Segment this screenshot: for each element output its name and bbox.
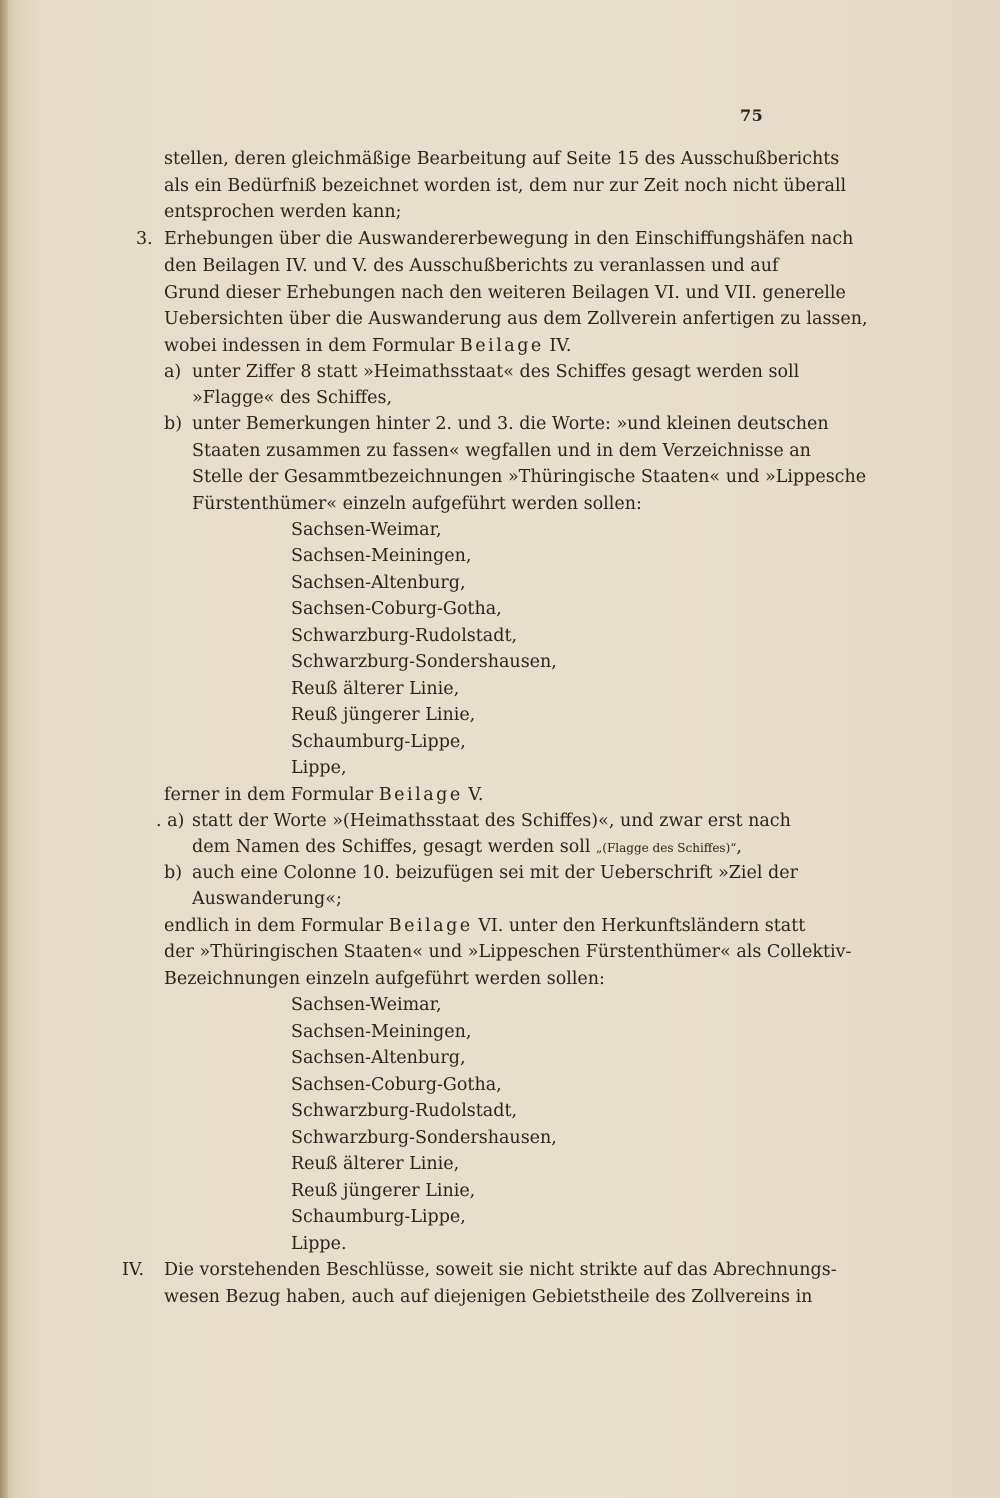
state-list-item: Sachsen-Altenburg, [291, 573, 466, 593]
item-number: 3. [136, 229, 153, 249]
sub-item-marker: a) [164, 362, 182, 382]
state-list-item: Schwarzburg-Rudolstadt, [291, 626, 518, 646]
sub-item-marker: b) [164, 863, 183, 883]
state-list-item: Sachsen-Meiningen, [291, 1022, 472, 1042]
state-list-item: Schwarzburg-Sondershausen, [291, 652, 557, 672]
state-list-item: Schaumburg-Lippe, [291, 732, 466, 752]
text-line: dem Namen des Schiffes, gesagt werden soll „(Flagge des Schiffes)“, [192, 837, 742, 857]
text-line: entsprochen werden kann; [164, 202, 402, 222]
state-list-item: Sachsen-Coburg-Gotha, [291, 599, 502, 619]
page-number: 75 [740, 106, 764, 125]
text-line: auch eine Colonne 10. beizufügen sei mit der Ueberschrift »Ziel der [192, 863, 798, 883]
text-line: als ein Bedürfniß bezeichnet worden ist, dem nur zur Zeit noch nicht überall [164, 176, 847, 196]
page-edge [0, 0, 8, 1498]
text-line: Die vorstehenden Beschlüsse, soweit sie nicht strikte auf das Abrechnungs- [164, 1260, 837, 1280]
state-list-item: Sachsen-Weimar, [291, 995, 442, 1015]
text-line: Auswanderung«; [192, 889, 342, 909]
state-list-item: Schwarzburg-Sondershausen, [291, 1128, 557, 1148]
state-list-item: Reuß älterer Linie, [291, 679, 460, 699]
text-line: Uebersichten über die Auswanderung aus dem Zollverein anfertigen zu lassen, [164, 309, 868, 329]
text-line: Stelle der Gesammtbezeichnungen »Thüringische Staaten« und »Lippesche [192, 467, 867, 487]
state-list-item: Lippe, [291, 758, 347, 778]
text-line: Erhebungen über die Auswandererbewegung in den Einschiffungshäfen nach [164, 229, 854, 249]
text-line: wobei indessen in dem Formular Beilage IV. [164, 336, 572, 356]
state-list-item: Reuß jüngerer Linie, [291, 1181, 476, 1201]
text-line: statt der Worte »(Heimathsstaat des Schiffes)«, und zwar erst nach [192, 811, 791, 831]
text-line: Bezeichnungen einzeln aufgeführt werden sollen: [164, 969, 605, 989]
text-line: den Beilagen IV. und V. des Ausschußberichts zu veranlassen und auf [164, 256, 779, 276]
state-list-item: Sachsen-Coburg-Gotha, [291, 1075, 502, 1095]
state-list-item: Sachsen-Weimar, [291, 520, 442, 540]
text-line: unter Ziffer 8 statt »Heimathsstaat« des Schiffes gesagt werden soll [192, 362, 800, 382]
state-list-item: Reuß älterer Linie, [291, 1154, 460, 1174]
text-line: der »Thüringischen Staaten« und »Lippeschen Fürstenthümer« als Collektiv- [164, 942, 852, 962]
state-list-item: Sachsen-Meiningen, [291, 546, 472, 566]
text-line: ferner in dem Formular Beilage V. [164, 785, 484, 805]
text-line: Grund dieser Erhebungen nach den weiteren Beilagen VI. und VII. generelle [164, 283, 846, 303]
state-list-item: Schaumburg-Lippe, [291, 1207, 466, 1227]
text-line: unter Bemerkungen hinter 2. und 3. die Worte: »und kleinen deutschen [192, 414, 829, 434]
state-list-item: Lippe. [291, 1234, 347, 1254]
text-line: endlich in dem Formular Beilage VI. unter den Herkunftsländern statt [164, 916, 806, 936]
state-list-item: Reuß jüngerer Linie, [291, 705, 476, 725]
section-number: IV. [122, 1260, 145, 1280]
text-line: wesen Bezug haben, auch auf diejenigen Gebietstheile des Zollvereins in [164, 1287, 813, 1307]
text-line: stellen, deren gleichmäßige Bearbeitung auf Seite 15 des Ausschußberichts [164, 149, 840, 169]
sub-item-marker: . a) [156, 811, 185, 831]
text-line: Fürstenthümer« einzeln aufgeführt werden sollen: [192, 494, 642, 514]
sub-item-marker: b) [164, 414, 183, 434]
text-line: »Flagge« des Schiffes, [192, 388, 393, 408]
text-line: Staaten zusammen zu fassen« wegfallen und in dem Verzeichnisse an [192, 441, 811, 461]
state-list-item: Sachsen-Altenburg, [291, 1048, 466, 1068]
state-list-item: Schwarzburg-Rudolstadt, [291, 1101, 518, 1121]
